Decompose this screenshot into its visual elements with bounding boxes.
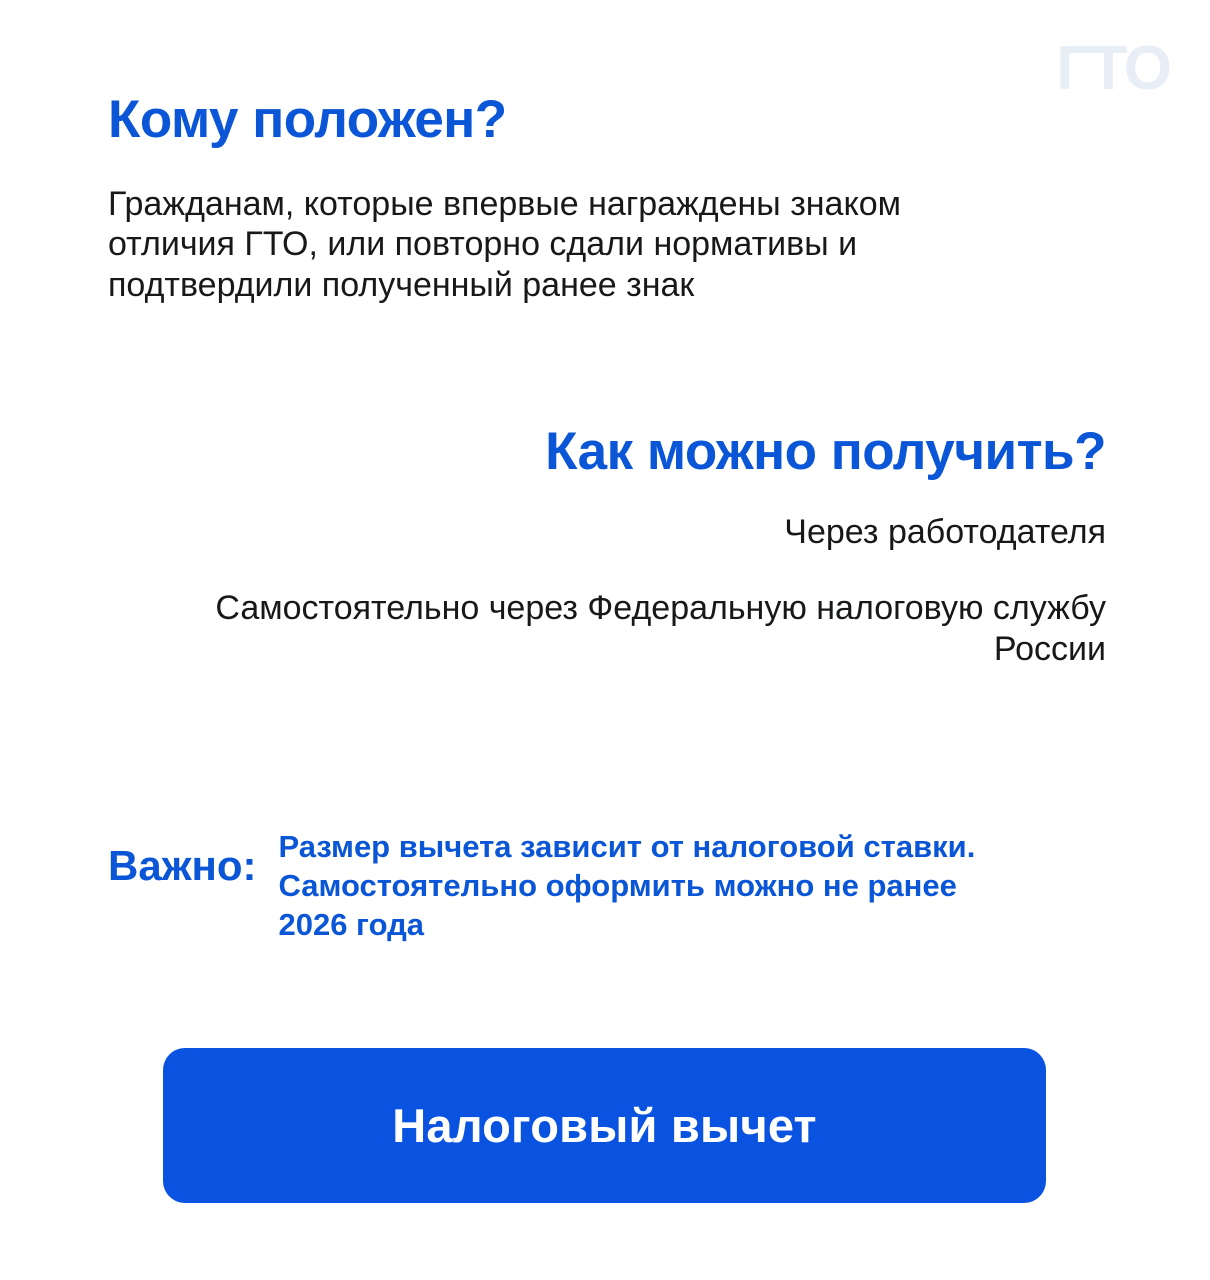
- section-important: [108, 828, 1108, 944]
- tax-deduction-button[interactable]: Налоговый вычет: [163, 1048, 1046, 1203]
- gto-logo-watermark: ГТО: [1056, 34, 1170, 103]
- important-label: Важно:: [108, 842, 257, 889]
- section-who-qualifies: [108, 92, 1008, 305]
- section-who-body: Гражданам, которые впервые награждены знаком отличия ГТО, или повторно сдали нормативы и подтвердили полученный ранее знак: [108, 184, 902, 304]
- important-text: Размер вычета зависит от налоговой ставки. Самостоятельно оформить можно не ранее 2026 года: [278, 829, 976, 942]
- section-how-heading: Как можно получить?: [545, 422, 1106, 481]
- section-how-option-tax-service: Самостоятельно через Федеральную налоговую службу России: [215, 589, 1106, 669]
- section-who-heading: Кому положен?: [108, 90, 507, 149]
- section-how-option-employer: Через работодателя: [784, 512, 1106, 551]
- section-how-to-get: [166, 424, 1106, 704]
